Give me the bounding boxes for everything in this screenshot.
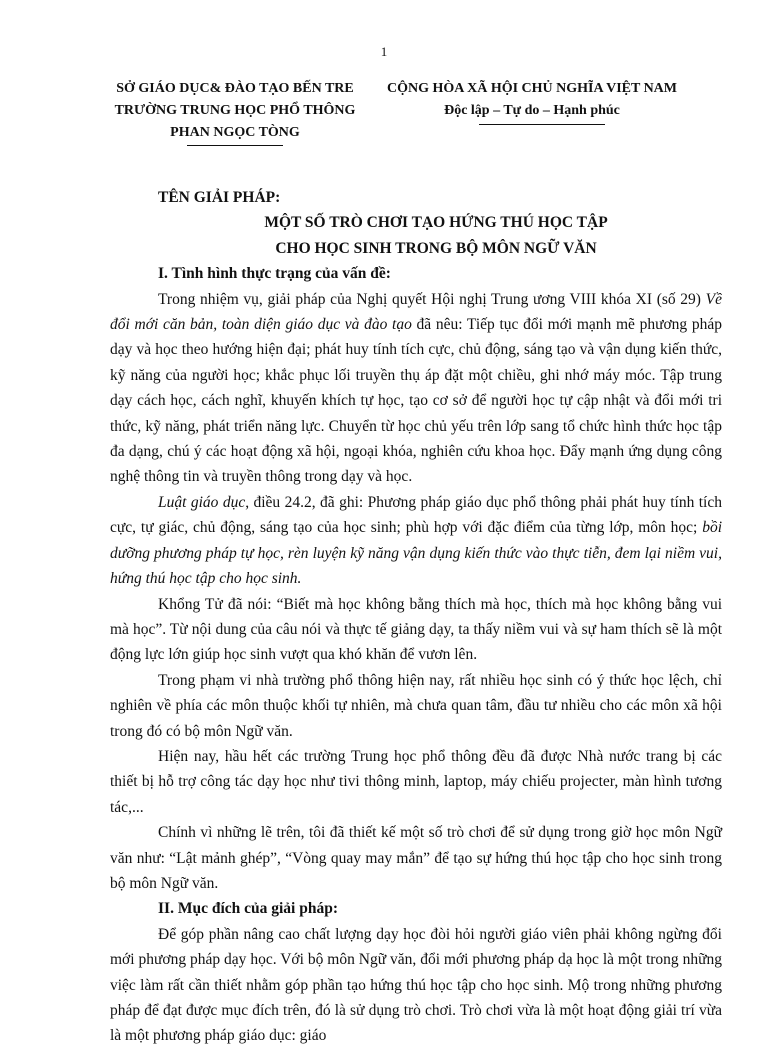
section1-heading: I. Tình hình thực trạng của vấn đề: [158, 265, 391, 283]
solution-title-line2: CHO HỌC SINH TRONG BỘ MÔN NGỮ VĂN [275, 239, 597, 257]
school-name-line2: PHAN NGỌC TÒNG [170, 125, 300, 140]
solution-title-line1: MỘT SỐ TRÒ CHƠI TẠO HỨNG THÚ HỌC TẬP [264, 214, 608, 232]
text-run: đã nêu: Tiếp tục đổi mới mạnh mẽ phương pháp dạy và học theo hướng hiện đại; phát huy tính tích cực, chủ động, sáng tạo và vận dụng kiến thức, kỹ năng của người học; khắc phục lối truyền thụ áp đặt một chiều, ghi nhớ máy móc. Tập trung dạy cách học, cách nghĩ, khuyến khích tự học, tạo cơ sở để người học tự cập nhật và đổi mới tri thức, kỹ năng, phát triển năng lực. Chuyển từ học chủ yếu trên lớp sang tổ chức hình thức học tập đa dạng, chú ý các hoạt động xã hội, ngoại khóa, nghiên cứu khoa học. Đẩy mạnh ứng dụng công nghệ thông tin và truyền thông trong dạy và học. [110, 316, 722, 486]
document-body [110, 185, 722, 1049]
section1-paragraph-4: Trong phạm vi nhà trường phổ thông hiện nay, rất nhiều học sinh có ý thức học lệch, chỉ nghiên về phía các môn thuộc khối tự nhiên, mà chưa quan tâm, đầu tư nhiều cho các môn xã hội trong đó có bộ môn Ngữ văn. [110, 671, 722, 740]
section1-paragraph-2 [110, 490, 722, 592]
header-right [376, 78, 688, 122]
header-left [90, 78, 380, 146]
text-run: , điều 24.2, đã ghi: Phương pháp giáo dục phổ thông phải phát huy tính tích cực, tự giác, chủ động, sáng tạo của học sinh; phù hợp với đặc điểm của từng lớp, môn học; [110, 493, 722, 537]
section1-paragraph-1 [110, 287, 722, 490]
solution-label: TÊN GIẢI PHÁP: [158, 189, 281, 206]
department-name: SỞ GIÁO DỤC& ĐÀO TẠO BẾN TRE [116, 81, 354, 96]
national-title: CỘNG HÒA XÃ HỘI CHỦ NGHĨA VIỆT NAM [386, 81, 677, 96]
text-run: Trong nhiệm vụ, giải pháp của Nghị quyết Hội nghị Trung ương VIII khóa XI (số 29) [158, 290, 706, 308]
italic-quote: bồi dưỡng phương pháp tự học, rèn luyện kỹ năng vận dụng kiến thức vào thực tiễn, đem lại niềm vui, hứng thú học tập cho học sinh. [110, 519, 722, 588]
section1-paragraph-5: Hiện nay, hầu hết các trường Trung học phổ thông đều đã được Nhà nước trang bị các thiết bị hỗ trợ công tác dạy học như tivi thông minh, laptop, máy chiếu projecter, màn hình tương tác,... [110, 747, 722, 816]
header-left-underline [187, 145, 283, 146]
law-name: Luật giáo dục [158, 493, 246, 511]
page-number: 1 [380, 44, 388, 59]
section1-paragraph-6: Chính vì những lẽ trên, tôi đã thiết kế một số trò chơi để sử dụng trong giờ học môn Ngữ văn như: “Lật mảnh ghép”, “Vòng quay may mắn” để tạo sự hứng thú học tập cho học sinh trong bộ môn Ngữ văn. [110, 824, 722, 892]
header-right-underline [479, 124, 605, 125]
section2-paragraph-1: Để góp phần nâng cao chất lượng dạy học đòi hỏi người giáo viên phải không ngừng đổi mới phương pháp dạy học. Với bộ môn Ngữ văn, đổi mới phương pháp dạ học là một trong những việc làm rất cần thiết nhằm góp phần tạo hứng thú học tập cho học sinh. Mộ trong những phương pháp để đạt được mục đích trên, đó là sử dụng trò chơi. Trò chơi vừa là một hoạt động giải trí vừa là một phương pháp giáo dục: giáo [110, 925, 722, 1045]
section2-heading: II. Mục đích của giải pháp: [158, 900, 339, 918]
section1-paragraph-3: Khổng Tử đã nói: “Biết mà học không bằng thích mà học, thích mà học không bằng vui mà học”. Từ nội dung của câu nói và thực tế giảng dạy, ta thấy niềm vui và sự ham thích sẽ là một động lực lớn giúp học sinh vượt qua khó khăn để vươn lên. [110, 595, 722, 664]
national-motto: Độc lập – Tự do – Hạnh phúc [444, 103, 620, 118]
school-name-line1: TRƯỜNG TRUNG HỌC PHỔ THÔNG [114, 103, 356, 118]
resolution-title: Về đổi mới căn bản, toàn diện giáo dục và đào tạo [110, 290, 722, 334]
